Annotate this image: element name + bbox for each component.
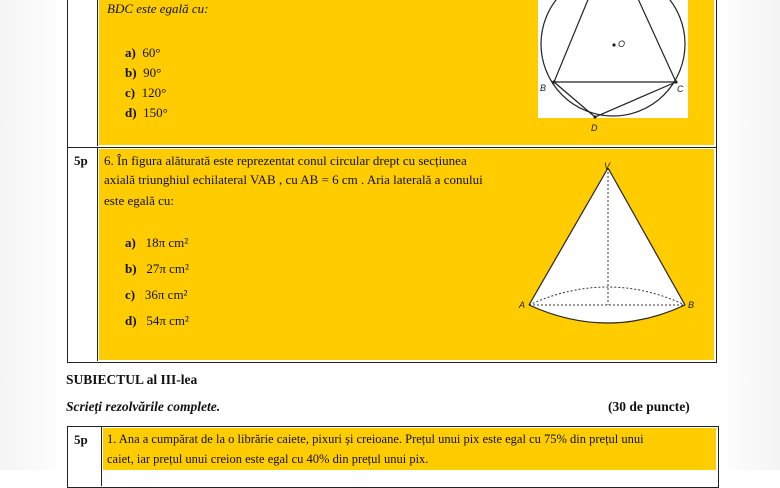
item6-option-a: a) 18π cm²	[125, 235, 189, 250]
cone-fill	[529, 168, 685, 323]
item6-question-line3: este egală cu:	[104, 193, 175, 208]
item6-points-divider	[97, 147, 98, 361]
item5-option-b: b) 90°	[125, 65, 162, 80]
item6-option-c: c) 36π cm²	[125, 287, 188, 302]
item7-question-line2: caiet, iar prețul unui creion este egal cu 40% din prețul unui pix.	[107, 452, 429, 466]
item5-option-c: c) 120°	[125, 85, 167, 100]
item5-option-d: d) 150°	[125, 105, 168, 120]
item6-cone-figure	[515, 161, 705, 330]
item5-question-tail: BDC este egală cu:	[107, 1, 209, 16]
label-b: B	[540, 83, 547, 93]
item7-points: 5p	[74, 432, 88, 447]
label-o: O	[618, 39, 626, 49]
item5-option-a: a) 60°	[125, 45, 161, 60]
item7-points-divider	[101, 426, 102, 486]
page-edge-right	[718, 0, 780, 470]
label-d: D	[591, 123, 598, 133]
label-v: V	[604, 161, 611, 171]
item6-option-b: b) 27π cm²	[125, 261, 189, 276]
center-point	[612, 43, 615, 46]
page-edge-left	[0, 0, 66, 470]
item6-points: 5p	[74, 153, 88, 168]
label-b-cone: B	[688, 300, 695, 310]
section-instruction: Scrieți rezolvările complete.	[66, 399, 221, 414]
item7-question-line1: 1. Ana a cumpărat de la o librărie caiete, pixuri și creioane. Prețul unui pix este egal cu 75% din prețul unui	[107, 432, 644, 446]
label-a: A	[519, 300, 526, 310]
label-c: C	[677, 84, 684, 94]
item6-question-line1: 6. În figura alăturată este reprezentat conul circular drept cu secțiunea	[104, 153, 467, 168]
item6-question-line2: axială triunghiul echilateral VAB , cu AB = 6 cm . Aria laterală a conului	[104, 172, 483, 187]
item5-points-divider	[97, 0, 98, 146]
item6-option-d: d) 54π cm²	[125, 313, 189, 328]
item5-circle-figure	[530, 0, 700, 140]
section-points-total: (30 de puncte)	[608, 399, 690, 414]
section-title: SUBIECTUL al III-lea	[66, 372, 198, 387]
